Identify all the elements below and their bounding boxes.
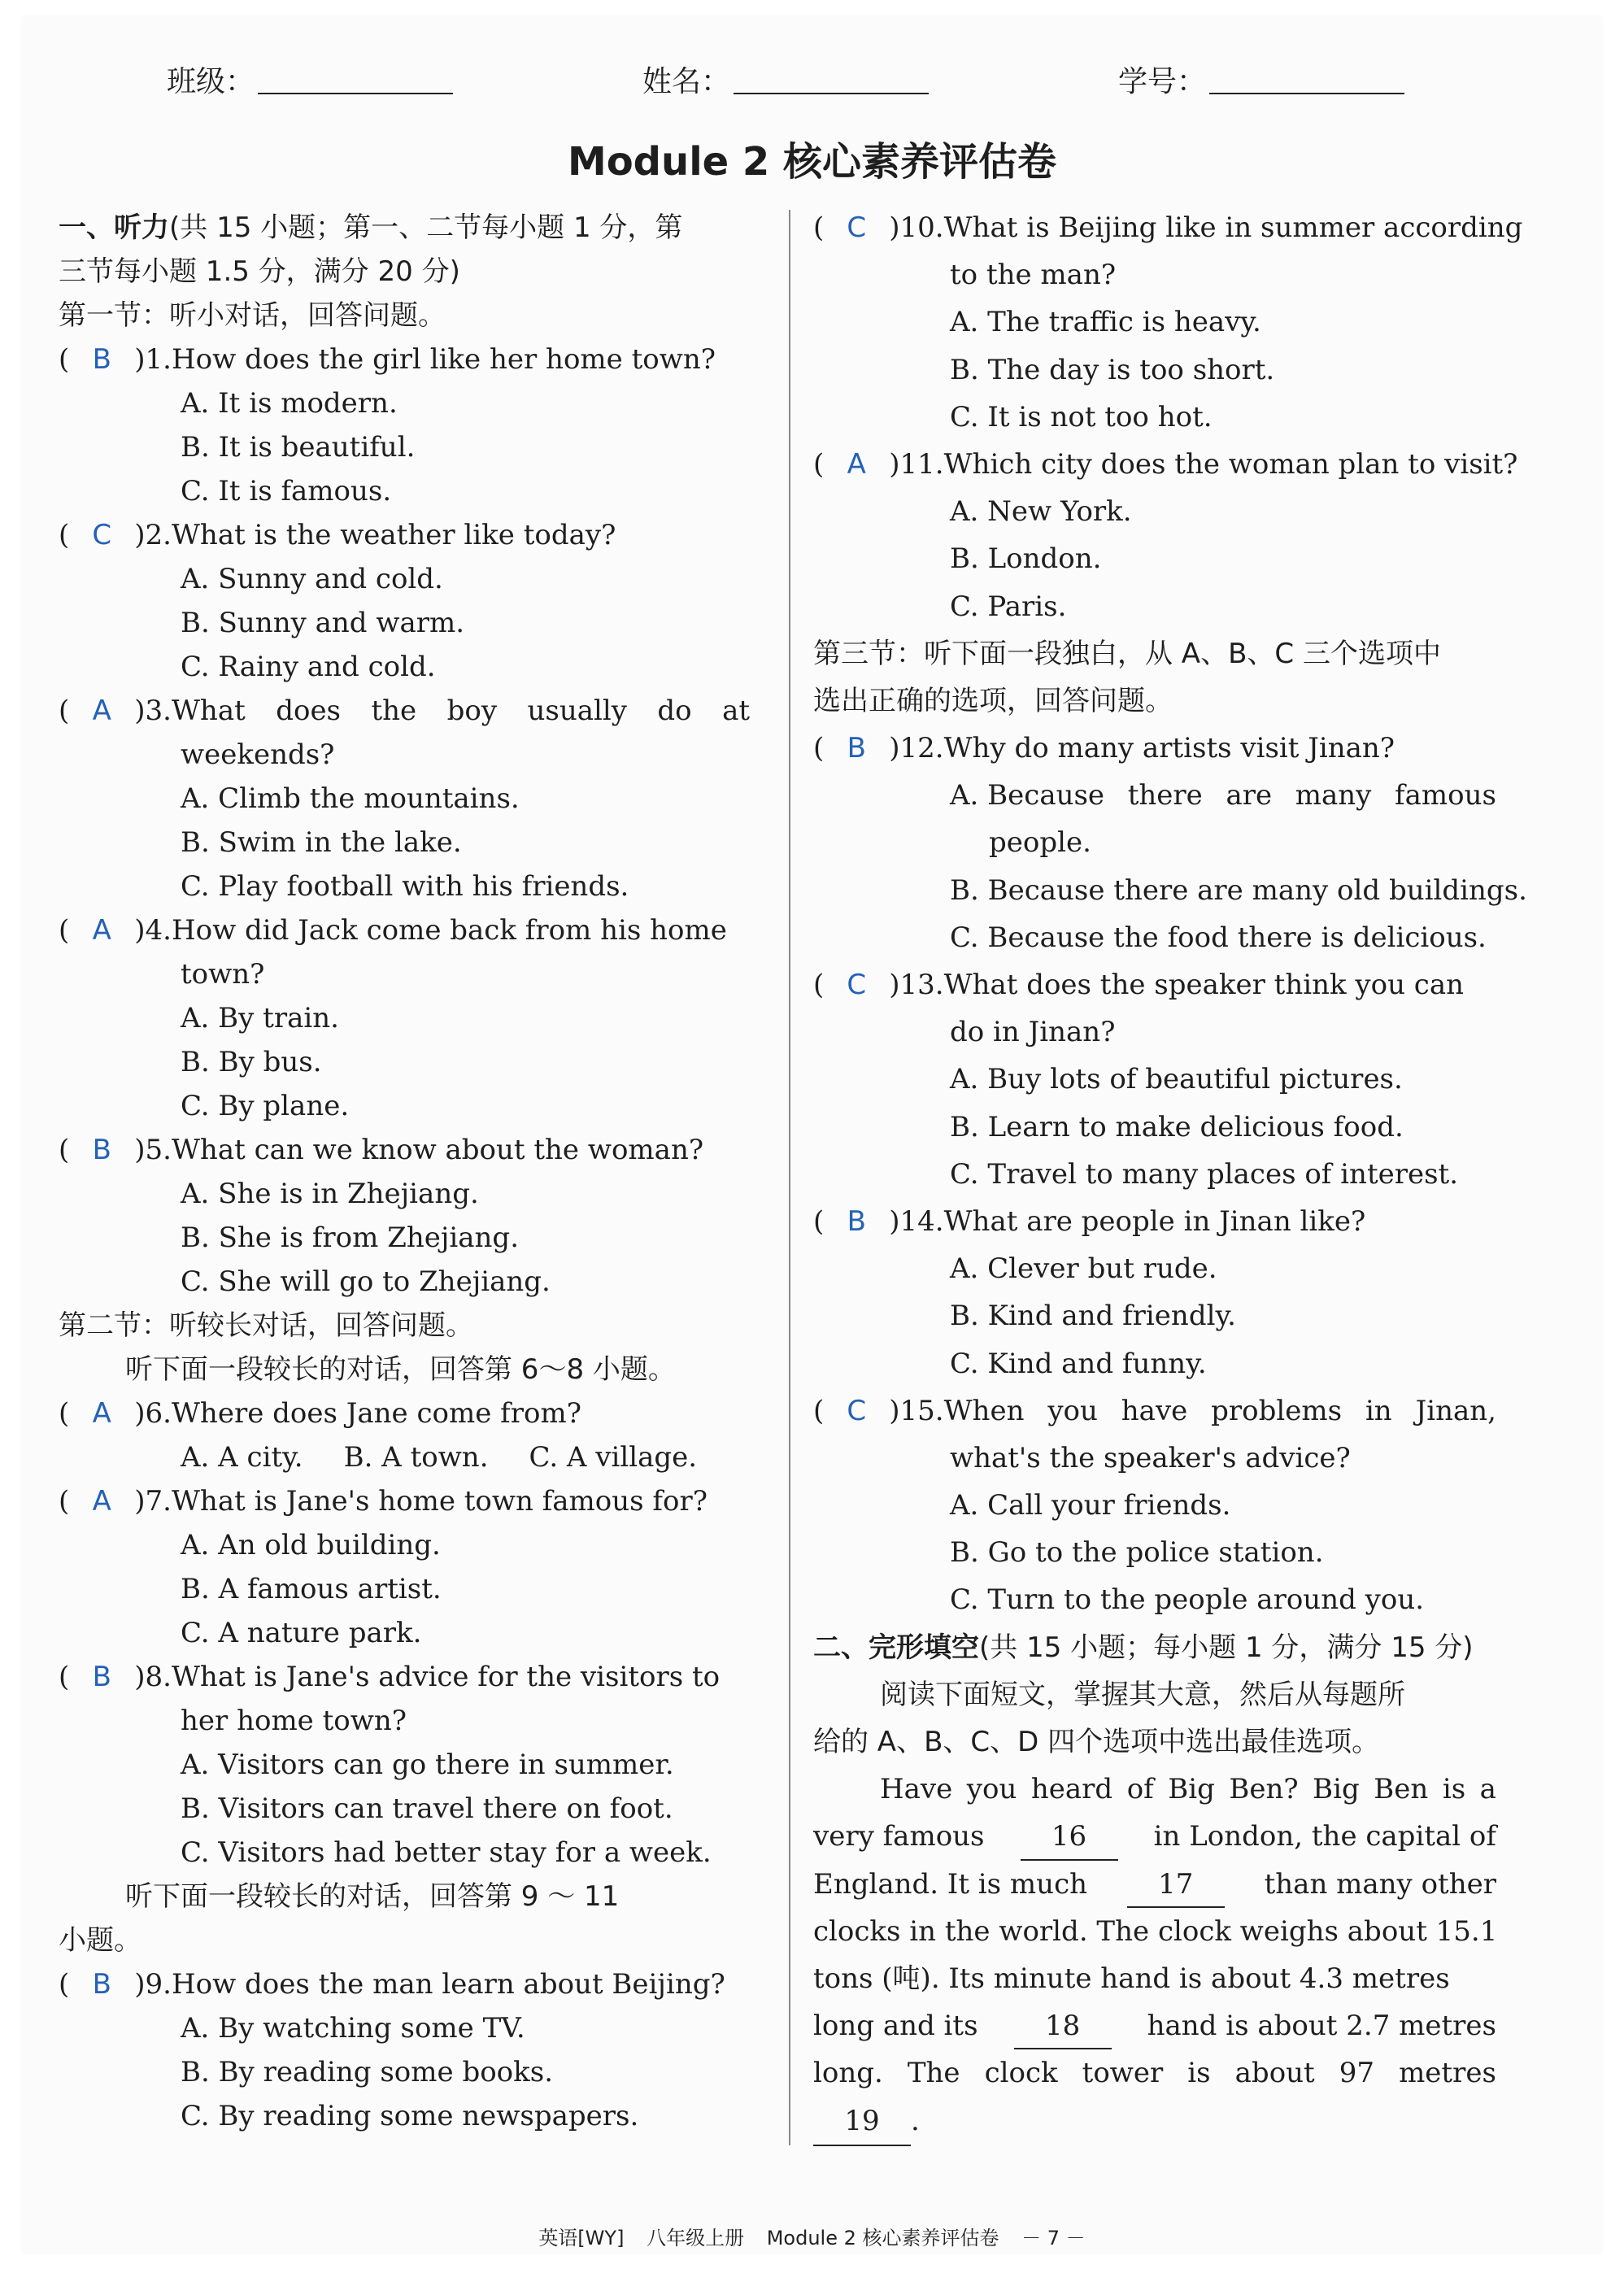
answer-14[interactable]: B <box>847 1204 866 1238</box>
option-cont: people. <box>989 826 1091 860</box>
blank-19[interactable]: 19 <box>813 2097 911 2146</box>
answer-7[interactable]: A <box>92 1485 111 1518</box>
option[interactable]: A. Because there are many famous <box>950 779 1496 812</box>
class-label: 班级： <box>167 65 255 98</box>
option[interactable]: C. Paris. <box>950 590 1067 623</box>
answer-6[interactable]: A <box>92 1397 111 1430</box>
question-3-stem-cont: weekends? <box>181 738 335 771</box>
question-5: ( B )5.What can we know about the woman? <box>59 1128 750 1172</box>
id-field[interactable] <box>1118 59 1404 100</box>
part1-heading: 第一节：听小对话，回答问题。 <box>59 299 446 332</box>
option[interactable]: A. By train. <box>181 1002 339 1034</box>
passage-line: Have you heard of Big Ben? Big Ben is a <box>880 1773 1496 1806</box>
option[interactable]: A. Buy lots of beautiful pictures. <box>950 1063 1403 1096</box>
answer-10[interactable]: C <box>847 211 867 244</box>
option[interactable]: C. Travel to many places of interest. <box>950 1157 1459 1191</box>
option[interactable]: C. It is famous. <box>181 475 392 507</box>
section2-heading: 二、完形填空(共 15 小题；每小题 1 分，满分 15 分) <box>813 1631 1474 1664</box>
section1-note: 三节每小题 1.5 分，满分 20 分) <box>59 255 460 288</box>
option[interactable]: C. By reading some newspapers. <box>181 2100 639 2132</box>
name-blank[interactable] <box>734 67 929 94</box>
option[interactable]: B. Kind and friendly. <box>950 1300 1236 1333</box>
class-blank[interactable] <box>258 67 453 94</box>
passage-line: tons (吨). Its minute hand is about 4.3 metres <box>813 1962 1450 1995</box>
option[interactable]: C. Play football with his friends. <box>181 870 629 903</box>
column-divider <box>789 210 790 2145</box>
name-label: 姓名： <box>642 65 731 98</box>
option[interactable]: B. By bus. <box>181 1046 322 1078</box>
class-field[interactable] <box>167 59 453 100</box>
option[interactable]: C. A nature park. <box>181 1617 422 1649</box>
answer-3[interactable]: A <box>92 695 111 727</box>
option[interactable]: A. New York. <box>950 495 1132 529</box>
page-number: － 7 － <box>1021 2227 1086 2249</box>
answer-12[interactable]: B <box>847 732 866 765</box>
option[interactable]: B. Go to the police station. <box>950 1536 1324 1570</box>
option[interactable]: C. A village. <box>529 1441 698 1474</box>
footer-subject: 英语[WY] <box>538 2227 625 2249</box>
footer-grade: 八年级上册 <box>647 2227 745 2249</box>
question-13: ( C )13.What does the speaker think you can <box>813 961 1496 1008</box>
option[interactable]: C. Turn to the people around you. <box>950 1583 1425 1617</box>
option[interactable]: C. Kind and funny. <box>950 1347 1207 1380</box>
blank-16[interactable]: 16 <box>1021 1813 1118 1860</box>
passage-line: 19 . <box>813 2097 1496 2145</box>
question-4: ( A )4.How did Jack come back from his home <box>59 908 750 952</box>
question-11: ( A )11.Which city does the woman plan to visit? <box>813 441 1496 488</box>
answer-13[interactable]: C <box>847 969 867 1001</box>
option[interactable]: C. Rainy and cold. <box>181 651 436 683</box>
part2-intro-2-cont: 小题。 <box>59 1924 142 1957</box>
answer-9[interactable]: B <box>92 1968 111 2001</box>
section2-intro: 阅读下面短文，掌握其大意，然后从每题所 <box>880 1678 1405 1711</box>
option[interactable]: B. By reading some books. <box>181 2056 554 2088</box>
option[interactable]: A. Call your friends. <box>950 1489 1231 1522</box>
part3-heading: 第三节：听下面一段独白，从 A、B、C 三个选项中 <box>813 637 1441 670</box>
blank-18[interactable]: 18 <box>1014 2002 1112 2049</box>
passage-line: clocks in the world. The clock weighs about 15.1 <box>813 1914 1498 1948</box>
answer-4[interactable]: A <box>92 914 111 947</box>
option[interactable]: B. London. <box>950 542 1102 576</box>
passage-line: very famous 16 in London, the capital of <box>813 1813 1496 1860</box>
option[interactable]: B. Sunny and warm. <box>181 607 465 639</box>
question-15-stem-cont: what's the speaker's advice? <box>950 1441 1351 1474</box>
page-footer <box>0 2222 1624 2250</box>
option[interactable]: B. Swim in the lake. <box>181 826 462 859</box>
question-15: ( C )15. When you have problems in Jinan, <box>813 1387 1496 1435</box>
option[interactable]: B. Because there are many old buildings. <box>950 873 1527 907</box>
question-14: ( B )14.What are people in Jinan like? <box>813 1198 1496 1245</box>
question-9: ( B )9.How does the man learn about Beijing? <box>59 1962 750 2006</box>
answer-8[interactable]: B <box>92 1661 111 1693</box>
passage-line: long. The clock tower is about 97 metres <box>813 2057 1496 2090</box>
answer-15[interactable]: C <box>847 1394 867 1427</box>
question-10: ( C )10.What is Beijing like in summer according <box>813 204 1496 251</box>
question-8: ( B )8.What is Jane's advice for the visitors to <box>59 1655 750 1699</box>
question-7: ( A )7.What is Jane's home town famous for? <box>59 1479 750 1523</box>
option[interactable]: A. The traffic is heavy. <box>950 306 1261 339</box>
option[interactable]: B. A town. <box>343 1441 489 1474</box>
option[interactable]: C. Visitors had better stay for a week. <box>181 1836 712 1869</box>
left-column <box>59 206 750 2138</box>
question-6: ( A )6.Where does Jane come from? <box>59 1391 750 1435</box>
footer-module: Module 2 核心素养评估卷 <box>766 2227 999 2249</box>
right-column <box>813 204 1527 2145</box>
option[interactable]: A. She is in Zhejiang. <box>181 1178 479 1210</box>
part2-intro-1: 听下面一段较长的对话，回答第 6～8 小题。 <box>125 1353 676 1386</box>
option[interactable]: A. Clever but rude. <box>950 1252 1217 1286</box>
answer-2[interactable]: C <box>92 519 112 551</box>
part2-intro-2: 听下面一段较长的对话，回答第 9 ～ 11 <box>125 1880 620 1913</box>
option[interactable]: B. She is from Zhejiang. <box>181 1222 520 1254</box>
passage-line: long and its 18 hand is about 2.7 metres <box>813 2002 1496 2049</box>
question-1: ( B )1.How does the girl like her home town? <box>59 338 750 381</box>
question-10-stem-cont: to the man? <box>950 259 1117 292</box>
passage-line: England. It is much 17 than many other <box>813 1861 1496 1908</box>
answer-11[interactable]: A <box>847 447 866 481</box>
section1-heading: 一、听力(共 15 小题；第一、二节每小题 1 分，第 <box>59 211 683 244</box>
section2-intro-cont: 给的 A、B、C、D 四个选项中选出最佳选项。 <box>813 1726 1380 1758</box>
part2-heading: 第二节：听较长对话，回答问题。 <box>59 1309 473 1342</box>
page-title: Module 2 核心素养评估卷 <box>567 139 1057 185</box>
question-6-options <box>59 1435 750 1479</box>
part3-heading-cont: 选出正确的选项，回答问题。 <box>813 684 1173 717</box>
option[interactable]: C. Because the food there is delicious. <box>950 921 1487 954</box>
name-field[interactable] <box>642 59 929 100</box>
answer-1[interactable]: B <box>92 343 111 376</box>
option[interactable]: A. An old building. <box>181 1529 441 1561</box>
question-2: ( C )2.What is the weather like today? <box>59 513 750 557</box>
id-label: 学号： <box>1118 65 1207 98</box>
answer-5[interactable]: B <box>92 1134 111 1166</box>
question-12: ( B )12.Why do many artists visit Jinan? <box>813 725 1496 772</box>
option[interactable]: A. Climb the mountains. <box>181 782 520 815</box>
option[interactable]: C. By plane. <box>181 1090 350 1122</box>
option[interactable]: A. A city. <box>181 1441 303 1474</box>
blank-17[interactable]: 17 <box>1127 1861 1225 1908</box>
question-8-stem-cont: her home town? <box>181 1705 407 1737</box>
option[interactable]: C. She will go to Zhejiang. <box>181 1265 551 1298</box>
question-13-stem-cont: do in Jinan? <box>950 1016 1116 1049</box>
option[interactable]: B. It is beautiful. <box>181 431 416 464</box>
option[interactable]: B. Learn to make delicious food. <box>950 1110 1404 1143</box>
question-4-stem-cont: town? <box>181 958 265 991</box>
option[interactable]: B. A famous artist. <box>181 1573 442 1605</box>
option[interactable]: C. It is not too hot. <box>950 400 1213 433</box>
option[interactable]: B. The day is too short. <box>950 353 1275 386</box>
id-blank[interactable] <box>1209 67 1404 94</box>
option[interactable]: A. By watching some TV. <box>181 2012 525 2045</box>
option[interactable]: A. It is modern. <box>181 387 398 420</box>
option[interactable]: A. Sunny and cold. <box>181 563 443 595</box>
question-3: ( A )3. What does the boy usually do at <box>59 689 750 733</box>
option[interactable]: B. Visitors can travel there on foot. <box>181 1792 673 1825</box>
option[interactable]: A. Visitors can go there in summer. <box>181 1749 674 1781</box>
